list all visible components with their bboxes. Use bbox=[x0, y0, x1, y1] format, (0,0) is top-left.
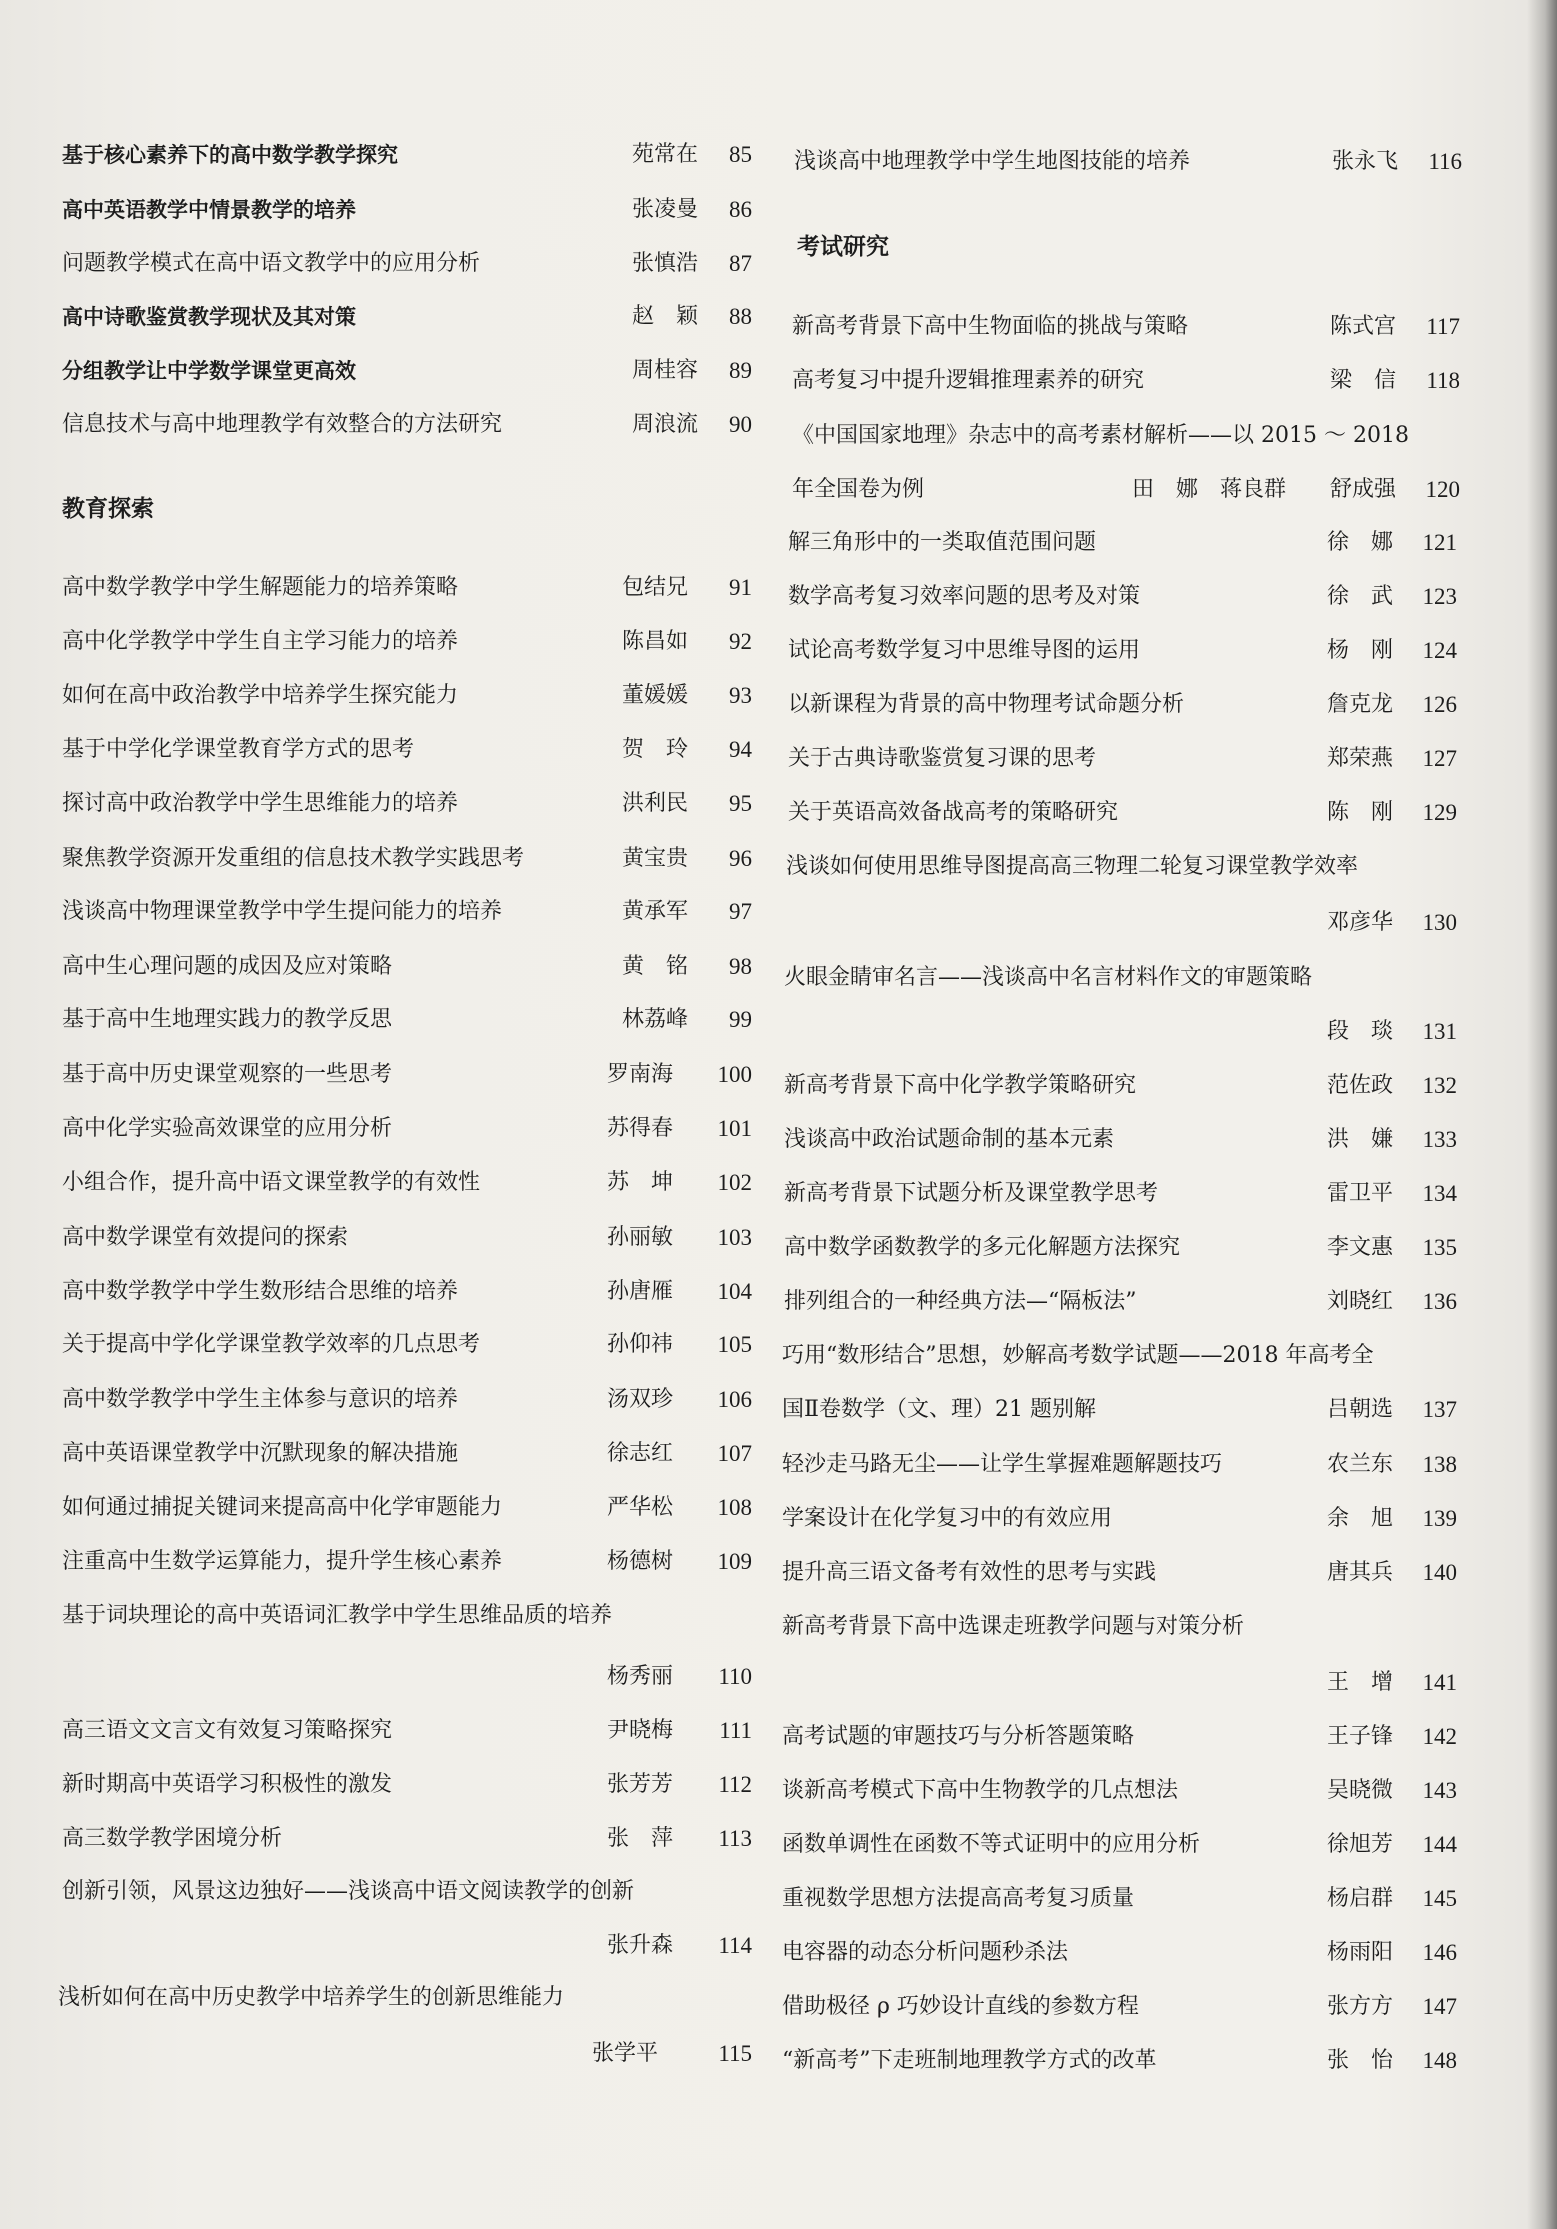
entry-author: 张凌曼 bbox=[632, 197, 699, 222]
entry-title: 高中英语教学中情景教学的培养 bbox=[62, 198, 356, 222]
entry-title: 浅谈高中地理教学中学生地图技能的培养 bbox=[794, 149, 1191, 174]
entry-author: 王 增 bbox=[1327, 1670, 1394, 1695]
entry-author: 黄 铭 bbox=[622, 954, 689, 979]
entry-page: 85 bbox=[729, 142, 752, 167]
entry-author: 尹晓梅 bbox=[607, 1718, 674, 1743]
entry-author: 汤双珍 bbox=[607, 1387, 674, 1412]
entry-author: 王子锋 bbox=[1327, 1724, 1394, 1749]
entry-page: 98 bbox=[729, 954, 752, 979]
entry-author: 邓彦华 bbox=[1327, 910, 1394, 935]
entry-page: 144 bbox=[1422, 1832, 1457, 1857]
entry-page: 127 bbox=[1422, 746, 1457, 771]
entry-author: 赵 颖 bbox=[632, 304, 699, 329]
entry-page: 131 bbox=[1422, 1019, 1457, 1044]
entry-title: 重视数学思想方法提高高考复习质量 bbox=[782, 1886, 1135, 1911]
entry-author: 徐 娜 bbox=[1327, 530, 1394, 555]
entry-author: 陈式宫 bbox=[1330, 314, 1397, 339]
entry-title: 新高考背景下高中生物面临的挑战与策略 bbox=[792, 314, 1189, 339]
entry-title: 关于英语高效备战高考的策略研究 bbox=[788, 800, 1119, 825]
entry-page: 104 bbox=[717, 1279, 752, 1304]
entry-title: 基于核心素养下的高中数学教学探究 bbox=[62, 143, 398, 167]
entry-page: 86 bbox=[729, 197, 752, 222]
entry-author: 詹克龙 bbox=[1327, 692, 1394, 717]
entry-title: 浅谈如何使用思维导图提高高三物理二轮复习课堂教学效率 bbox=[786, 854, 1359, 879]
entry-author: 张学平 bbox=[592, 2041, 659, 2066]
entry-page: 92 bbox=[729, 629, 752, 654]
entry-author: 杨德树 bbox=[607, 1549, 674, 1574]
entry-author: 张慎浩 bbox=[632, 251, 699, 276]
entry-page: 132 bbox=[1422, 1073, 1457, 1098]
entry-page: 123 bbox=[1422, 584, 1457, 609]
entry-author: 杨雨阳 bbox=[1327, 1940, 1394, 1965]
entry-author: 包结兄 bbox=[622, 575, 689, 600]
entry-title: 新高考背景下高中选课走班教学问题与对策分析 bbox=[782, 1614, 1245, 1639]
entry-page: 110 bbox=[718, 1664, 752, 1689]
entry-page: 101 bbox=[717, 1116, 752, 1141]
entry-page: 140 bbox=[1422, 1560, 1457, 1585]
section-title-education: 教育探索 bbox=[62, 496, 154, 522]
entry-author: 徐志红 bbox=[607, 1441, 674, 1466]
entry-page: 147 bbox=[1422, 1994, 1457, 2019]
entry-page: 93 bbox=[729, 683, 752, 708]
entry-page: 94 bbox=[729, 737, 752, 762]
entry-title: 解三角形中的一类取值范围问题 bbox=[788, 530, 1097, 555]
entry-author: 张芳芳 bbox=[607, 1772, 674, 1797]
entry-page: 88 bbox=[729, 304, 752, 329]
entry-page: 107 bbox=[717, 1441, 752, 1466]
entry-page: 135 bbox=[1422, 1235, 1457, 1260]
entry-title: 谈新高考模式下高中生物教学的几点想法 bbox=[782, 1778, 1179, 1803]
entry-title: 以新课程为背景的高中物理考试命题分析 bbox=[788, 692, 1185, 717]
entry-author: 吴晓微 bbox=[1327, 1778, 1394, 1803]
entry-title: 高考试题的审题技巧与分析答题策略 bbox=[782, 1724, 1135, 1749]
entry-title: 如何通过捕捉关键词来提高高中化学审题能力 bbox=[62, 1495, 503, 1520]
entry-page: 112 bbox=[718, 1772, 752, 1797]
entry-page: 114 bbox=[718, 1933, 752, 1958]
entry-page: 137 bbox=[1422, 1397, 1457, 1422]
entry-author: 孙仰祎 bbox=[607, 1332, 674, 1357]
entry-author: 梁 信 bbox=[1330, 368, 1397, 393]
entry-author: 唐其兵 bbox=[1327, 1560, 1394, 1585]
entry-page: 121 bbox=[1422, 530, 1457, 555]
entry-author: 张永飞 bbox=[1332, 149, 1399, 174]
entry-page: 148 bbox=[1422, 2048, 1457, 2073]
entry-page: 102 bbox=[717, 1170, 752, 1195]
entry-title: 高中数学课堂有效提问的探索 bbox=[62, 1225, 349, 1250]
entry-page: 141 bbox=[1422, 1670, 1457, 1695]
entry-author: 李文惠 bbox=[1327, 1235, 1394, 1260]
entry-page: 142 bbox=[1422, 1724, 1457, 1749]
entry-title: 小组合作，提升高中语文课堂教学的有效性 bbox=[62, 1170, 481, 1195]
entry-title: 基于中学化学课堂教育学方式的思考 bbox=[62, 737, 415, 762]
entry-page: 118 bbox=[1426, 368, 1460, 393]
entry-title: 巧用“数形结合”思想，妙解高考数学试题——2018 年高考全 bbox=[782, 1343, 1374, 1368]
entry-title: 探讨高中政治教学中学生思维能力的培养 bbox=[62, 791, 459, 816]
entry-title: 轻沙走马路无尘——让学生掌握难题解题技巧 bbox=[782, 1452, 1223, 1477]
entry-title: 高三语文文言文有效复习策略探究 bbox=[62, 1718, 393, 1743]
entry-page: 126 bbox=[1422, 692, 1457, 717]
entry-title: 新高考背景下试题分析及课堂教学思考 bbox=[784, 1181, 1159, 1206]
entry-page: 109 bbox=[717, 1549, 752, 1574]
entry-title: 高中诗歌鉴赏教学现状及其对策 bbox=[62, 305, 356, 329]
entry-title: 如何在高中政治教学中培养学生探究能力 bbox=[62, 683, 459, 708]
entry-author: 农兰东 bbox=[1327, 1452, 1394, 1477]
entry-page: 143 bbox=[1422, 1778, 1457, 1803]
entry-title: 基于词块理论的高中英语词汇教学中学生思维品质的培养 bbox=[62, 1603, 613, 1628]
entry-author: 孙唐雁 bbox=[607, 1279, 674, 1304]
entry-page: 97 bbox=[729, 899, 752, 924]
entry-author: 余 旭 bbox=[1327, 1506, 1394, 1531]
entry-page: 139 bbox=[1422, 1506, 1457, 1531]
entry-author: 雷卫平 bbox=[1327, 1181, 1394, 1206]
entry-title: 学案设计在化学复习中的有效应用 bbox=[782, 1506, 1113, 1531]
entry-title: 关于古典诗歌鉴赏复习课的思考 bbox=[788, 746, 1097, 771]
entry-title: 聚焦教学资源开发重组的信息技术教学实践思考 bbox=[62, 846, 525, 871]
entry-page: 103 bbox=[717, 1225, 752, 1250]
entry-title: 问题教学模式在高中语文教学中的应用分析 bbox=[62, 251, 481, 276]
entry-title: 提升高三语文备考有效性的思考与实践 bbox=[782, 1560, 1157, 1585]
entry-title: 分组教学让中学数学课堂更高效 bbox=[62, 359, 356, 383]
entry-page: 146 bbox=[1422, 1940, 1457, 1965]
entry-page: 129 bbox=[1422, 800, 1457, 825]
entry-page: 134 bbox=[1422, 1181, 1457, 1206]
entry-title: 高中数学教学中学生数形结合思维的培养 bbox=[62, 1279, 459, 1304]
entry-page: 108 bbox=[717, 1495, 752, 1520]
entry-title: 电容器的动态分析问题秒杀法 bbox=[782, 1940, 1069, 1965]
entry-title: 高中英语课堂教学中沉默现象的解决措施 bbox=[62, 1441, 459, 1466]
entry-page: 136 bbox=[1422, 1289, 1457, 1314]
entry-title: 火眼金睛审名言——浅谈高中名言材料作文的审题策略 bbox=[784, 965, 1313, 990]
entry-author: 郑荣燕 bbox=[1327, 746, 1394, 771]
entry-author: 张 怡 bbox=[1327, 2048, 1394, 2073]
entry-title: 函数单调性在函数不等式证明中的应用分析 bbox=[782, 1832, 1201, 1857]
entry-page: 120 bbox=[1425, 477, 1460, 502]
entry-page: 124 bbox=[1422, 638, 1457, 663]
entry-page: 130 bbox=[1422, 910, 1457, 935]
entry-page: 116 bbox=[1428, 149, 1462, 174]
entry-title: 排列组合的一种经典方法—“隔板法” bbox=[784, 1289, 1137, 1314]
entry-title: 浅析如何在高中历史教学中培养学生的创新思维能力 bbox=[58, 1985, 565, 2010]
entry-author: 黄承军 bbox=[622, 899, 689, 924]
entry-title: “新高考”下走班制地理教学方式的改革 bbox=[782, 2048, 1157, 2073]
entry-author: 舒成强 bbox=[1330, 477, 1397, 502]
entry-page: 87 bbox=[729, 251, 752, 276]
entry-page: 90 bbox=[729, 412, 752, 437]
entry-author: 刘晓红 bbox=[1327, 1289, 1394, 1314]
entry-author: 苏得春 bbox=[607, 1116, 674, 1141]
entry-page: 115 bbox=[718, 2041, 752, 2066]
entry-title: 新时期高中英语学习积极性的激发 bbox=[62, 1772, 393, 1797]
entry-title: 高中生心理问题的成因及应对策略 bbox=[62, 954, 393, 979]
entry-title: 基于高中历史课堂观察的一些思考 bbox=[62, 1062, 393, 1087]
entry-title: 信息技术与高中地理教学有效整合的方法研究 bbox=[62, 412, 503, 437]
entry-author: 洪 嫌 bbox=[1327, 1127, 1394, 1152]
entry-title-line2: 年全国卷为例 bbox=[792, 477, 925, 502]
entry-author: 徐旭芳 bbox=[1327, 1832, 1394, 1857]
entry-title: 借助极径 ρ 巧妙设计直线的参数方程 bbox=[782, 1994, 1139, 2019]
entry-page: 111 bbox=[719, 1718, 752, 1743]
entry-author: 陈 刚 bbox=[1327, 800, 1394, 825]
entry-page: 133 bbox=[1422, 1127, 1457, 1152]
entry-page: 99 bbox=[729, 1007, 752, 1032]
entry-title: 高中化学实验高效课堂的应用分析 bbox=[62, 1116, 393, 1141]
entry-page: 117 bbox=[1426, 314, 1460, 339]
entry-page: 100 bbox=[717, 1062, 752, 1087]
entry-page: 91 bbox=[729, 575, 752, 600]
book-spine-shadow bbox=[1527, 0, 1557, 2229]
entry-author: 贺 玲 bbox=[622, 737, 689, 762]
entry-author: 段 琰 bbox=[1327, 1019, 1394, 1044]
entry-coauthors: 田 娜 蒋良群 bbox=[1132, 477, 1287, 502]
entry-author: 徐 武 bbox=[1327, 584, 1394, 609]
entry-author: 黄宝贵 bbox=[622, 846, 689, 871]
entry-page: 145 bbox=[1422, 1886, 1457, 1911]
entry-page: 113 bbox=[718, 1826, 752, 1851]
entry-author: 周桂容 bbox=[632, 358, 699, 383]
entry-page: 89 bbox=[729, 358, 752, 383]
entry-author: 周浪流 bbox=[632, 412, 699, 437]
entry-author: 苑常在 bbox=[632, 142, 699, 167]
entry-author: 张方方 bbox=[1327, 1994, 1394, 2019]
entry-title: 高中数学函数教学的多元化解题方法探究 bbox=[784, 1235, 1181, 1260]
entry-author: 张 萍 bbox=[607, 1826, 674, 1851]
entry-author: 杨秀丽 bbox=[607, 1664, 674, 1689]
entry-author: 范佐政 bbox=[1327, 1073, 1394, 1098]
entry-author: 严华松 bbox=[607, 1495, 674, 1520]
entry-title: 注重高中生数学运算能力，提升学生核心素养 bbox=[62, 1549, 503, 1574]
entry-page: 96 bbox=[729, 846, 752, 871]
entry-title-line2: 国Ⅱ卷数学（文、理）21 题别解 bbox=[782, 1397, 1096, 1422]
entry-title: 数学高考复习效率问题的思考及对策 bbox=[788, 584, 1141, 609]
entry-title: 基于高中生地理实践力的教学反思 bbox=[62, 1007, 393, 1032]
entry-page: 105 bbox=[717, 1332, 752, 1357]
entry-title: 关于提高中学化学课堂教学效率的几点思考 bbox=[62, 1332, 481, 1357]
entry-author: 董媛媛 bbox=[622, 683, 689, 708]
entry-title: 创新引领，风景这边独好——浅谈高中语文阅读教学的创新 bbox=[62, 1879, 635, 1904]
entry-author: 吕朝选 bbox=[1327, 1397, 1394, 1422]
entry-page: 138 bbox=[1422, 1452, 1457, 1477]
entry-title: 《中国国家地理》杂志中的高考素材解析——以 2015 ～ 2018 bbox=[792, 423, 1409, 448]
entry-author: 陈昌如 bbox=[622, 629, 689, 654]
entry-author: 罗南海 bbox=[607, 1062, 674, 1087]
entry-title: 高中数学教学中学生主体参与意识的培养 bbox=[62, 1387, 459, 1412]
entry-title: 浅谈高中政治试题命制的基本元素 bbox=[784, 1127, 1115, 1152]
entry-page: 106 bbox=[717, 1387, 752, 1412]
entry-title: 浅谈高中物理课堂教学中学生提问能力的培养 bbox=[62, 899, 503, 924]
entry-author: 林荔峰 bbox=[622, 1007, 689, 1032]
entry-title: 高三数学教学困境分析 bbox=[62, 1826, 283, 1851]
entry-title: 新高考背景下高中化学教学策略研究 bbox=[784, 1073, 1137, 1098]
entry-author: 张升森 bbox=[607, 1933, 674, 1958]
section-title-exam: 考试研究 bbox=[797, 234, 889, 260]
entry-title: 高中化学教学中学生自主学习能力的培养 bbox=[62, 629, 459, 654]
entry-author: 杨 刚 bbox=[1327, 638, 1394, 663]
entry-page: 95 bbox=[729, 791, 752, 816]
entry-author: 孙丽敏 bbox=[607, 1225, 674, 1250]
entry-title: 高中数学教学中学生解题能力的培养策略 bbox=[62, 575, 459, 600]
entry-title: 试论高考数学复习中思维导图的运用 bbox=[788, 638, 1141, 663]
entry-title: 高考复习中提升逻辑推理素养的研究 bbox=[792, 368, 1145, 393]
entry-author: 杨启群 bbox=[1327, 1886, 1394, 1911]
entry-author: 洪利民 bbox=[622, 791, 689, 816]
entry-author: 苏 坤 bbox=[607, 1170, 674, 1195]
